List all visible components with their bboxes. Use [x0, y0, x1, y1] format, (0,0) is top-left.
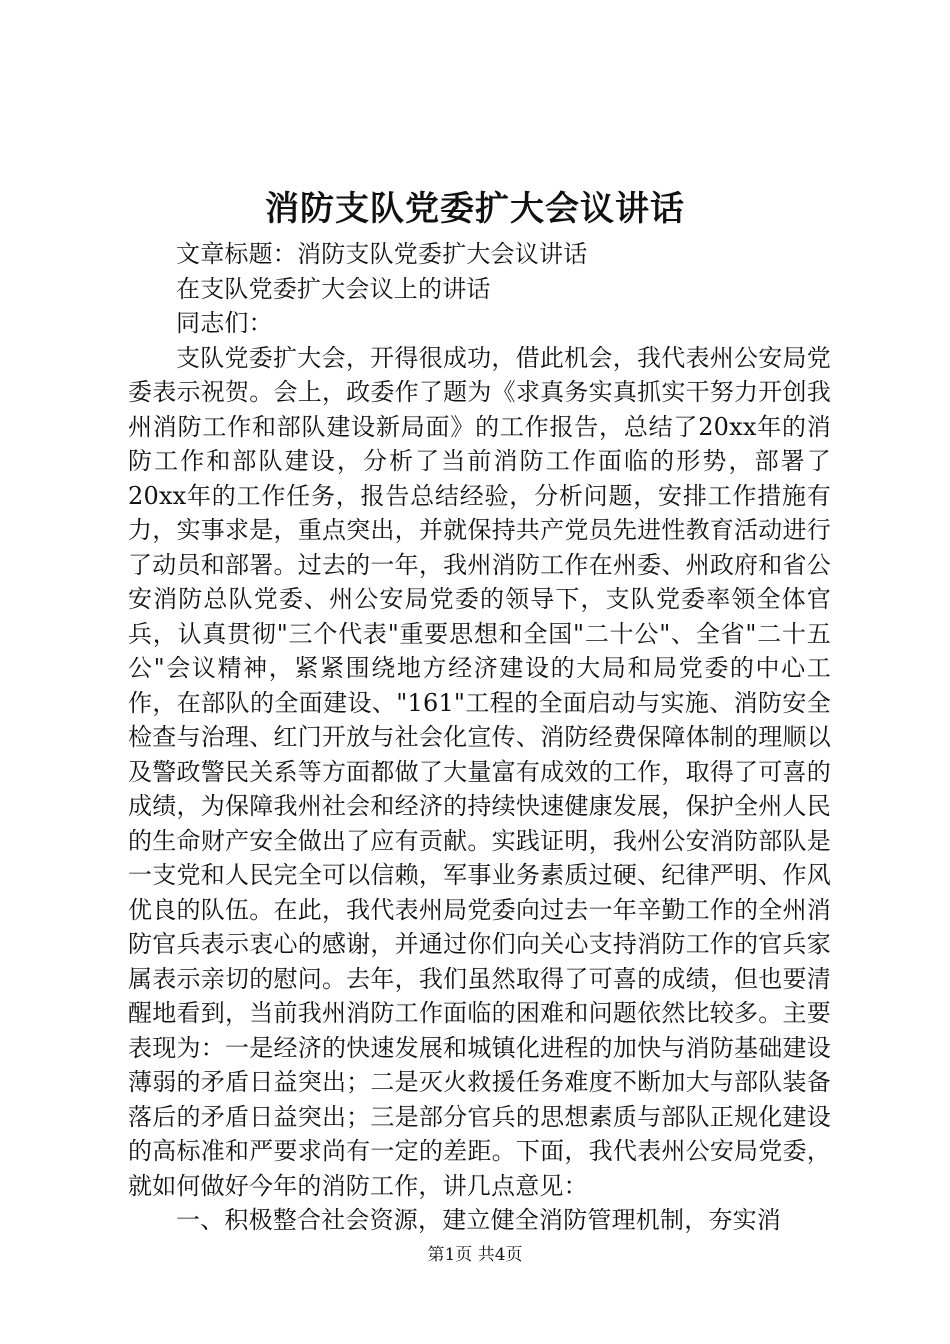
speech-heading-line: 在支队党委扩大会议上的讲话: [176, 274, 491, 303]
page-number-footer: 第1页 共4页: [427, 1245, 523, 1265]
salutation-line: 同志们：: [176, 309, 273, 337]
article-title-line: 文章标题：消防支队党委扩大会议讲话: [176, 240, 588, 268]
section-heading-line: 一、积极整合社会资源，建立健全消防管理机制，夯实消: [176, 1206, 781, 1234]
document-title: 消防支队党委扩大会议讲话: [265, 189, 685, 229]
body-paragraph: 支队党委扩大会，开得很成功，借此机会，我代表州公安局党委表示祝贺。会上，政委作了题为《求真务实真抓实干努力开创我州消防工作和部队建设新局面》的工作报告，总结了20xx年的消防工作和部队建设，分析了当前消防工作面临的形势，部署了20xx年的工作任务，报告总结经验，分析问题，安排工作措施有力，实事求是，重点突出，并就保持共产党员先进性教育活动进行了动员和部署。过去的一年，我州消防工作在州委、州政府和省公安消防总队党委、州公安局党委的领导下，支队党委率领全体官兵，认真贯彻"三个代表"重要思想和全国"二十公"、全省"二十五公"会议精神，紧紧围绕地方经济建设的大局和局党委的中心工作，在部队的全面建设、"161"工程的全面启动与实施、消防安全检查与治理、红门开放与社会化宣传、消防经费保障体制的理顺以及警政警民关系等方面都做了大量富有成效的工作，取得了可喜的成绩，为保障我州社会和经济的持续快速健康发展，保护全州人民的生命财产安全做出了应有贡献。实践证明，我州公安消防部队是一支党和人民完全可以信赖，军事业务素质过硬、纪律严明、作风优良的队伍。在此，我代表州局党委向过去一年辛勤工作的全州消防官兵表示衷心的感谢，并通过你们向关心支持消防工作的官兵家属表示亲切的慰问。去年，我们虽然取得了可喜的成绩，但也要清醒地看到，当前我州消防工作面临的困难和问题依然比较多。主要表现为：一是经济的快速发展和城镇化进程的加快与消防基础建设薄弱的矛盾日益突出；二是灭火救援任务难度不断加大与部队装备落后的矛盾日益突出；三是部分官兵的思想素质与部队正规化建设的高标准和严要求尚有一定的差距。下面，我代表州公安局党委，就如何做好今年的消防工作，讲几点意见：: [128, 343, 831, 1200]
document-body: [128, 237, 831, 1238]
